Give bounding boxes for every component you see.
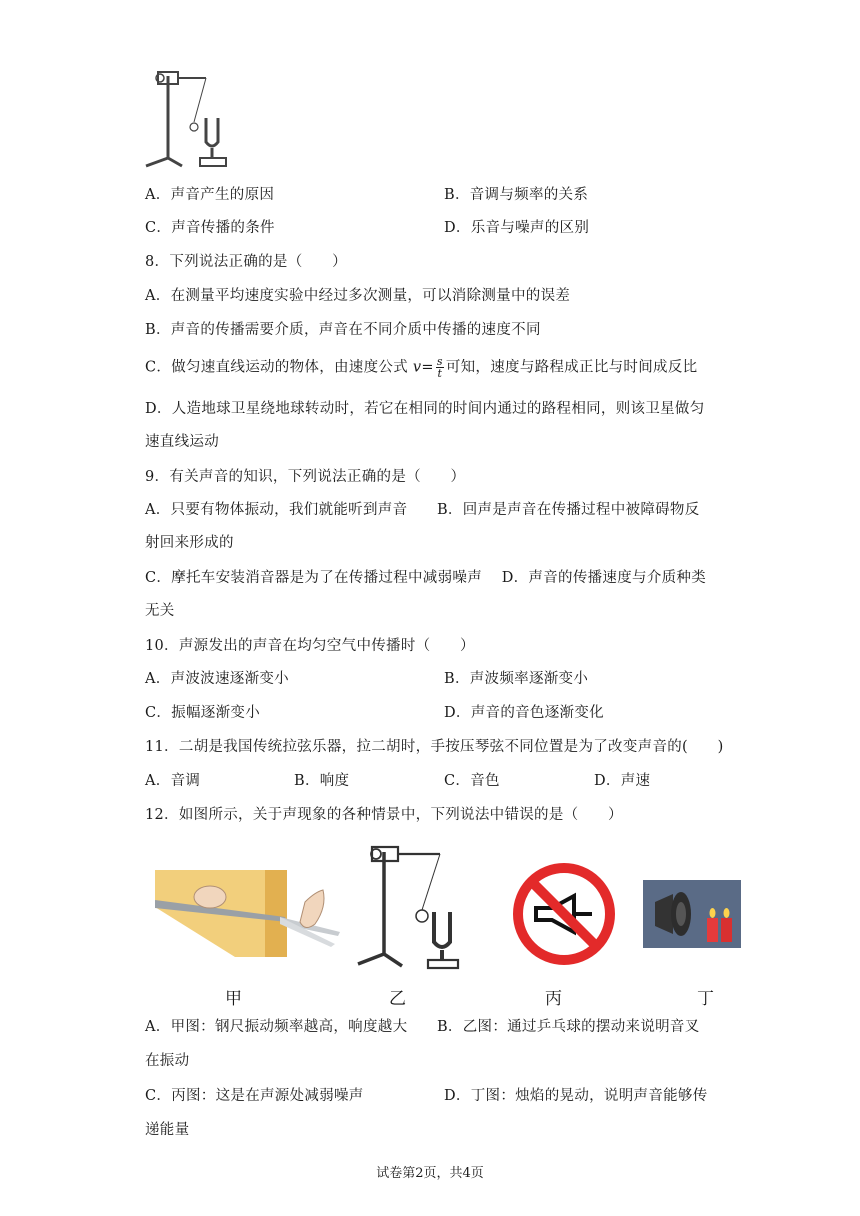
q8-option-b: B．声音的传播需要介质，声音在不同介质中传播的速度不同 [145,322,541,338]
formula-fraction [436,356,444,379]
formula-denominator: t [437,367,443,380]
q12-stem: 12．如图所示，关于声现象的各种情景中，下列说法中错误的是（ ） [145,807,623,823]
q8-option-d-line2: 速直线运动 [145,434,219,450]
q8-option-d-line1: D．人造地球卫星绕地球转动时，若它在相同的时间内通过的路程相同，则该卫星做匀 [145,401,705,417]
q9-stem: 9．有关声音的知识，下列说法正确的是（ ） [145,469,466,485]
q11-stem: 11．二胡是我国传统拉弦乐器，拉二胡时，手按压琴弦不同位置是为了改变声音的( ) [145,739,724,755]
q10-option-d: D．声音的音色逐渐变化 [444,705,604,721]
q10-option-c: C．振幅逐渐变小 [145,705,260,721]
q11-option-a: A．音调 [145,773,201,789]
q8-option-c-suffix: 可知，速度与路程成正比与时间成反比 [445,359,698,376]
ruler-vibration-figure [155,862,345,967]
speaker-candle-figure [643,880,741,948]
q9-options-cd-line1: C．摩托车安装消音器是为了在传播过程中减弱噪声 D．声音的传播速度与介质种类 [145,570,707,586]
q10-option-a: A．声波波速逐渐变小 [145,671,289,687]
q8-option-a: A．在测量平均速度实验中经过多次测量，可以消除测量中的误差 [145,288,571,304]
q11-option-c: C．音色 [444,773,500,789]
formula-numerator: s [436,355,443,368]
q12-option-c: C．丙图：这是在声源处减弱噪声 [145,1088,364,1104]
tuning-fork-pendulum-figure [140,66,240,176]
q11-option-d: D．声速 [594,773,651,789]
figure-label-bing: 丙 [545,989,562,1009]
q8-stem: 8．下列说法正确的是（ ） [145,254,347,270]
q9-options-ab-line1: A．只要有物体振动，我们就能听到声音 B．回声是声音在传播过程中被障碍物反 [145,502,700,518]
q9-options-ab-line2: 射回来形成的 [145,535,234,551]
figure-label-jia: 甲 [225,989,242,1009]
q12-option-d-line1: D．丁图：烛焰的晃动，说明声音能够传 [444,1088,708,1104]
q12-option-ab-line1: A．甲图：钢尺振动频率越高，响度越大 B．乙图：通过乒乓球的摆动来说明音叉 [145,1019,700,1035]
no-honking-sign-icon [512,862,616,966]
page-footer: 试卷第2页，共4页 [376,1166,484,1181]
q12-option-d-line2: 递能量 [145,1122,190,1138]
formula-v: v [412,359,422,376]
q7-option-a: A．声音产生的原因 [145,187,275,203]
q10-stem: 10．声源发出的声音在均匀空气中传播时（ ） [145,638,475,654]
q8-option-c [145,356,697,379]
q7-option-c: C．声音传播的条件 [145,220,275,236]
q10-option-b: B．声波频率逐渐变小 [444,671,589,687]
q7-option-b: B．音调与频率的关系 [444,187,589,203]
figure-label-yi: 乙 [389,989,406,1009]
tuning-fork-pendulum-figure-2 [352,842,477,972]
q11-option-b: B．响度 [294,773,350,789]
formula-equals: = [421,359,434,376]
figure-label-ding: 丁 [697,989,714,1009]
q7-option-d: D．乐音与噪声的区别 [444,220,590,236]
q8-option-c-prefix: C．做匀速直线运动的物体，由速度公式 [145,359,408,376]
q9-options-cd-line2: 无关 [145,603,175,619]
q12-option-ab-line2: 在振动 [145,1053,190,1069]
